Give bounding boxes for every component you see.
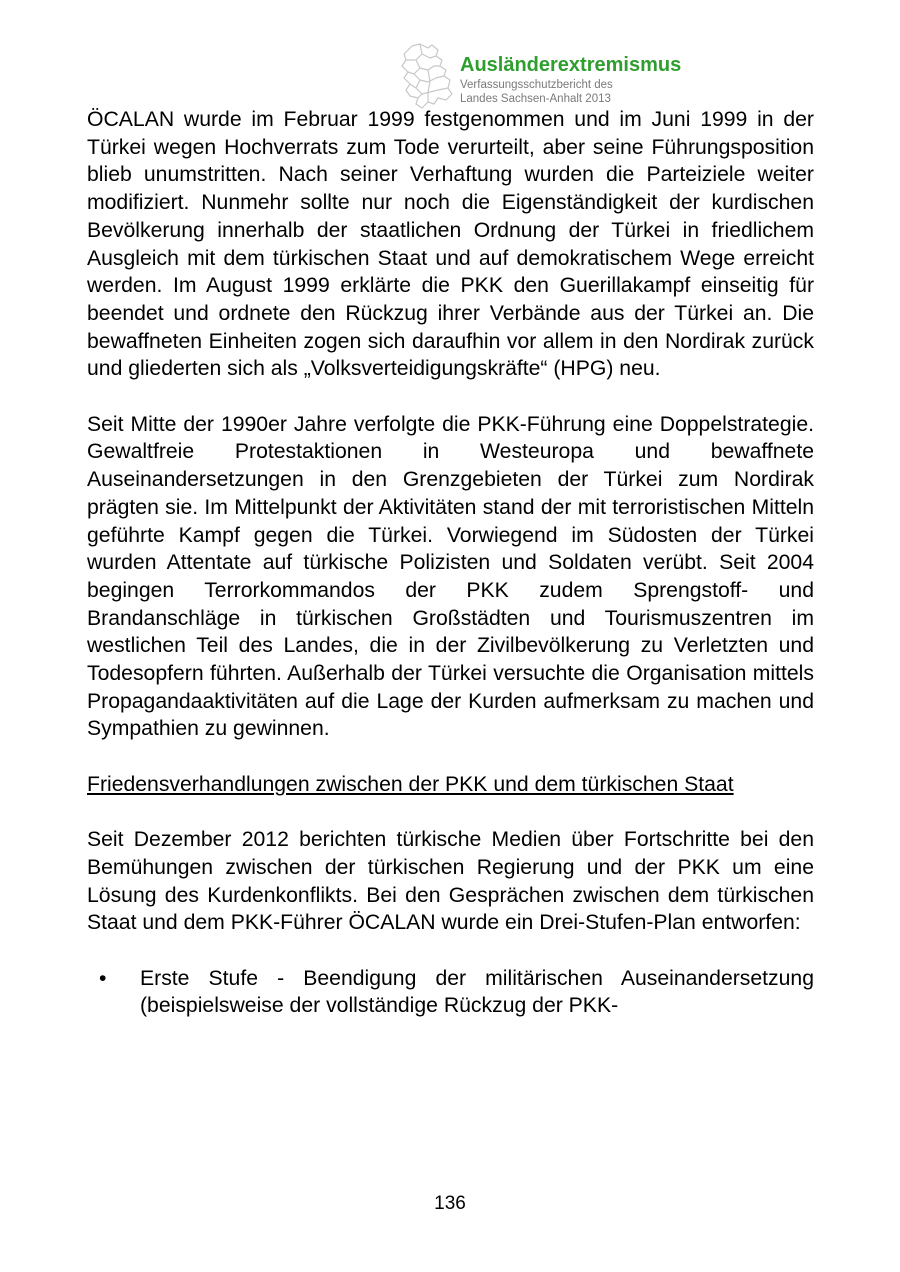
- report-section-title: Ausländerextremismus: [460, 54, 682, 76]
- list-item: [87, 965, 814, 1020]
- page-number: 136: [434, 1193, 466, 1214]
- main-content: [87, 106, 814, 1020]
- section-heading-peace-talks: Friedensverhandlungen zwischen der PKK und dem türkischen Staat: [87, 772, 734, 796]
- paragraph-oecalan-arrest: ÖCALAN wurde im Februar 1999 festgenommen und im Juni 1999 in der Türkei wegen Hochverrats zum Tode verurteilt, aber seine Führungsposition blieb unumstritten. Nach seiner Verhaftung wurden die Parteiziele weiter modifiziert. Nunmehr sollte nur noch die Eigenständigkeit der kurdischen Bevölkerung innerhalb der staatlichen Ordnung der Türkei in friedlichem Ausgleich mit dem türkischen Staat und auf demokratischem Wege erreicht werden. Im August 1999 erklärte die PKK den Guerillakampf einseitig für beendet und ordnete den Rückzug ihrer Verbände aus der Türkei an. Die bewaffneten Einheiten zogen sich daraufhin vor allem in den Nordirak zurück und gliederten sich als „Volksverteidigungskräfte“ (HPG) neu.: [87, 108, 814, 381]
- paragraph-double-strategy: Seit Mitte der 1990er Jahre verfolgte die PKK-Führung eine Doppelstrategie. Gewaltfreie Protestaktionen in Westeuropa und bewaffnete Auseinandersetzungen in den Grenzgebieten der Türkei zum Nordirak prägten sie. Im Mittelpunkt der Aktivitäten stand der mit terroristischen Mitteln geführte Kampf gegen die Türkei. Vorwiegend im Südosten der Türkei wurden Attentate auf türkische Polizisten und Soldaten verübt. Seit 2004 begingen Terrorkommandos der PKK zudem Sprengstoff- und Brandanschläge in türkischen Großstädten und Tourismuszentren im westlichen Teil des Landes, die in der Zivilbevölkerung zu Verletzten und Todesopfern führten. Außerhalb der Türkei versuchte die Organisation mittels Propagandaaktivitäten auf die Lage der Kurden aufmerksam zu machen und Sympathien zu gewinnen.: [87, 412, 814, 741]
- bullet-marker: •: [99, 966, 107, 990]
- report-subtitle-line1: Verfassungsschutzbericht des: [460, 79, 613, 91]
- three-stage-plan-list: [87, 965, 814, 1020]
- page-header: [398, 40, 758, 110]
- saxony-anhalt-map-icon: [398, 42, 456, 110]
- report-subtitle-line2: Landes Sachsen-Anhalt 2013: [460, 93, 611, 105]
- list-item-text: Erste Stufe - Beendigung der militärischen Auseinandersetzung (beispielsweise der vollständige Rückzug der PKK-: [140, 966, 814, 1018]
- paragraph-peace-talks: Seit Dezember 2012 berichten türkische Medien über Fortschritte bei den Bemühungen zwischen der türkischen Regierung und der PKK um eine Lösung des Kurdenkonflikts. Bei den Gesprächen zwischen dem türkischen Staat und dem PKK-Führer ÖCALAN wurde ein Drei-Stufen-Plan entworfen:: [87, 828, 814, 935]
